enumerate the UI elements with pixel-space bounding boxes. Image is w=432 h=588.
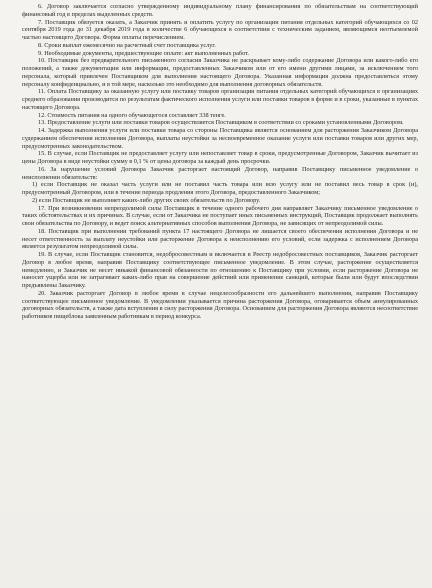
paragraph-11: 11. Оплата Поставщику за оказанную услугу или поставку товаров организации питания отдельных категорий обучающихся в организациях среднего образования производится по результатам фактического исполнения услуги или поставки товаров в форме и в сроки, указанные в пунктах настоящего Договора. [22, 88, 418, 111]
paragraph-17: 17. При возникновении непреодолимой силы Поставщик в течение одного рабочего дня направляет Заказчику письменное уведомление о таких обстоятельствах и их причинах. В случае, если от Заказчика не поступает иных письменных инструкций, Поставщик продолжает выполнять свои обязательства по Договору, и ведет поиск альтернативных способов выполнения Договора, не зависящих от непреодолимой силы. [22, 204, 418, 227]
paragraph-8: 8. Сроки выплат ежемесячно на расчетный счет поставщика услуг. [38, 41, 216, 49]
paragraph-9: 9. Необходимые документы, предшествующие оплате: акт выполненных работ. [38, 49, 249, 57]
paragraph-16-item-1: 1) если Поставщик не оказал часть услуги или не поставил часть товара или всю услугу или не поставил весь товар в срок (и), предусмотренный Договором, или в течение периода продления этого Договора, предоставленного Заказчиком; [22, 181, 418, 196]
paragraph-6: 6. Договор заключается согласно утвержденному индивидуальному плану финансирования по обязательствам на соответствующий финансовый год в пределах выделенных средств. [22, 3, 418, 18]
contract-text [22, 3, 418, 321]
paragraph-10: 10. Поставщик без предварительного письменного согласия Заказчика не раскрывает кому-либо содержание Договора или какого-либо его положений, а также документации или информации, предоставленных Заказчиком или от его имени другими лицами, за исключением того персонала, который привлечен Поставщиком для выполнения настоящего Договора. Указанная информация должна предоставляться этому персоналу конфиденциально, и в той мере, насколько это необходимо для выполнения договорных обязательств. [22, 57, 418, 88]
paragraph-15: 15. В случае, если Поставщик не предоставляет услугу или непоставляет товар в сроки, предусмотренные Договором, Заказчик вычитает из цены Договора в виде неустойки сумму в 0,1 % от цены договора за каждый день просрочки. [22, 150, 418, 165]
paragraph-19: 19. В случае, если Поставщик становится, недобросовестным и включается в Реестр недобросовестных поставщиков, Заказчик расторгает Договор в любое время, направив Поставщику соответствующее письменное уведомление. В этом случае, расторжение осуществляется немедленно, и Заказчик не несет никакой финансовой обязанности по отношению к Поставщику при условии, если расторжение Договора не наносит ущерба или не затрагивает каких-либо прав на совершение действий или применение санкций, которые были или будут впоследствии предъявлены Заказчику. [22, 251, 418, 289]
paragraph-20: 20. Заказчик расторгает Договор в любое время в случае нецелесообразности его дальнейшего выполнения, направив Поставщику соответствующее письменное уведомление. В уведомлении указывается причина расторжения Договора, оговаривается объем аннулированных договорных обязательств, а также дата вступления в силу расторжения Договора. Основанием для расторжения Договора являются несоответствие работников пищеблока заявленным работникам в период конкурса. [22, 289, 418, 320]
paragraph-16: 16. За нарушение условий Договора Заказчик расторгает настоящий Договор, направив Поставщику письменное уведомление о неисполнении обязательств: [22, 165, 418, 181]
paragraph-12: 12. Стоимость питания на одного обучающегося составляет 338 тенге. [38, 111, 226, 119]
paragraph-7: 7. Поставщик обязуется оказать, а Заказчик принять и оплатить услугу по организации питания отдельных категорий обучающихся со 02 сентября 2019 года до 31 декабря 2019 года в количестве 6 обучающихся в соответствии с техническим заданием, являющимся неотъемлемой частью настоящего Договора. Форма оплаты перечислением. [22, 18, 418, 41]
paragraph-16-item-2: 2) если Поставщик не выполняет каких-либо других своих обязательств по Договору. [32, 196, 261, 204]
paragraph-14: 14. Задержка выполнения услуги или поставки товара со стороны Поставщика является основанием для расторжения Заказчиком Договора судержанием обеспечения исполнения Договора, выплаты неустойки за несвоевременное оказание услуги или поставки товаров или других мер, предусмотренных законодательством. [22, 127, 418, 150]
paragraph-18: 18. Поставщик при выполнении требований пункта 17 настоящего Договора не лишается своего обеспечения исполнения Договора и не несет ответственность за выплату неустойки или расторжение Договора к неисполнению его условий, если задержка с исполнением Договора является результатом непреодолимой силы. [22, 227, 418, 251]
paragraph-13: 13. Предоставление услуги или поставки товаров осуществляется Поставщиком в соответствии со сроками установленными Договором. [38, 119, 404, 127]
